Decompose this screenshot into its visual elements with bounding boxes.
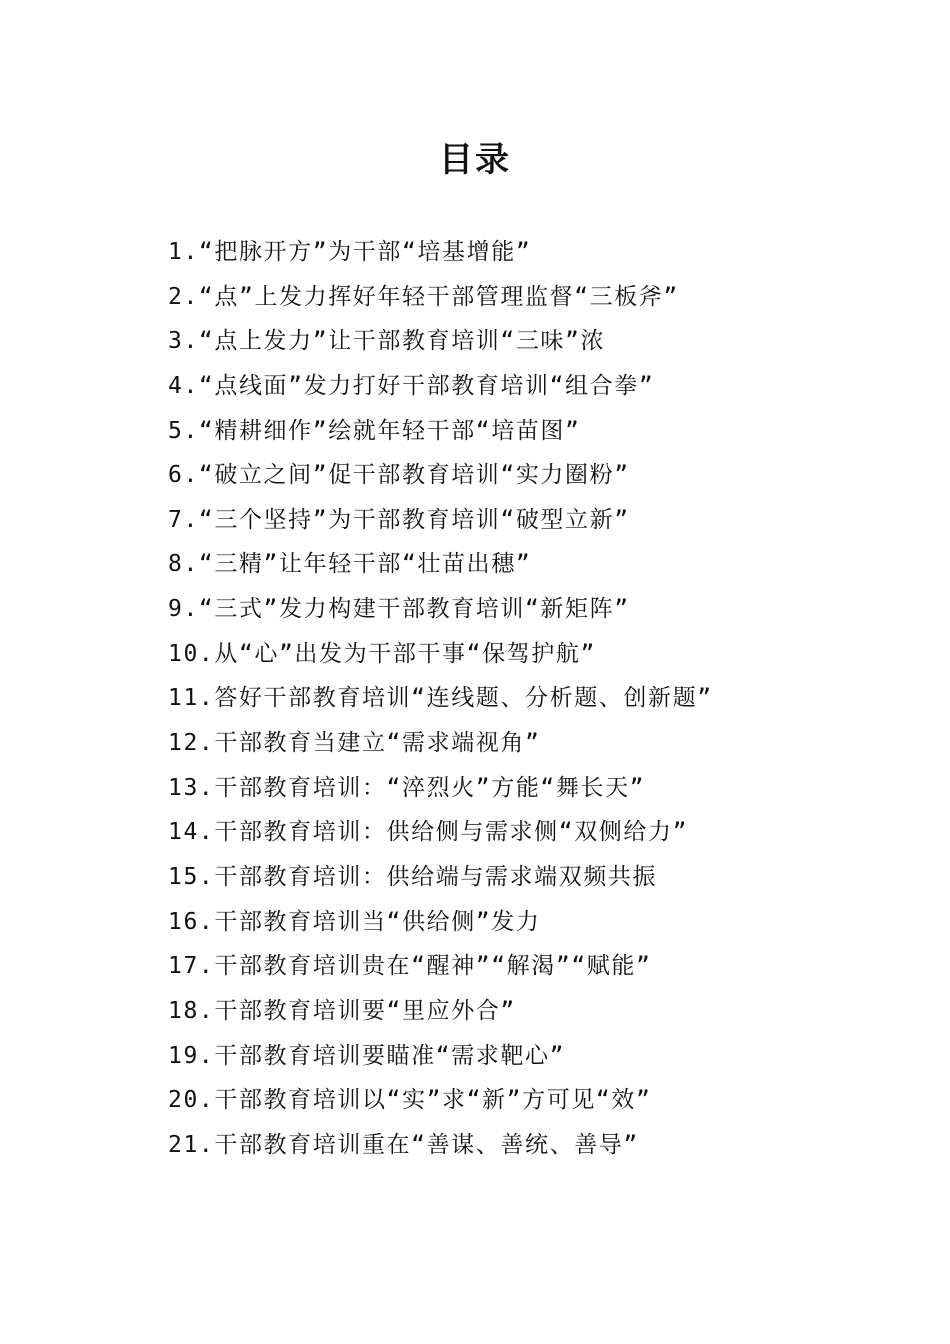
toc-item-10: 10.从“心”出发为干部干事“保驾护航” [168,640,596,667]
toc-item-8: 8.“三精”让年轻干部“壮苗出穗” [168,551,532,578]
toc-item-2: 2.“点”上发力挥好年轻干部管理监督“三板斧” [168,283,679,310]
toc-item-12: 12.干部教育当建立“需求端视角” [168,730,541,757]
toc-item-13: 13.干部教育培训：“淬烈火”方能“舞长天” [168,774,646,801]
toc-item-4: 4.“点线面”发力打好干部教育培训“组合拳” [168,372,655,399]
toc-item-11: 11.答好干部教育培训“连线题、分析题、创新题” [168,685,713,712]
toc-item-21: 21.干部教育培训重在“善谋、善统、善导” [168,1131,639,1158]
toc-item-16: 16.干部教育培训当“供给侧”发力 [168,908,541,935]
toc-item-6: 6.“破立之间”促干部教育培训“实力圈粉” [168,462,630,489]
toc-item-19: 19.干部教育培训要瞄准“需求靶心” [168,1042,566,1069]
page-title: 目录 [439,140,511,180]
toc-item-14: 14.干部教育培训：供给侧与需求侧“双侧给力” [168,819,689,846]
toc-item-7: 7.“三个坚持”为干部教育培训“破型立新” [168,506,630,533]
toc-item-17: 17.干部教育培训贵在“醒神”“解渴”“赋能” [168,953,652,980]
toc-item-1: 1.“把脉开方”为干部“培基增能” [168,239,532,265]
table-of-contents [168,230,908,1167]
toc-item-18: 18.干部教育培训要“里应外合” [168,997,516,1024]
toc-item-9: 9.“三式”发力构建干部教育培训“新矩阵” [168,596,630,623]
toc-item-15: 15.干部教育培训：供给端与需求端双频共振 [168,863,658,890]
toc-item-5: 5.“精耕细作”绘就年轻干部“培苗图” [168,417,581,444]
toc-item-20: 20.干部教育培训以“实”求“新”方可见“效” [168,1087,652,1114]
toc-item-3: 3.“点上发力”让干部教育培训“三味”浓 [168,328,606,355]
